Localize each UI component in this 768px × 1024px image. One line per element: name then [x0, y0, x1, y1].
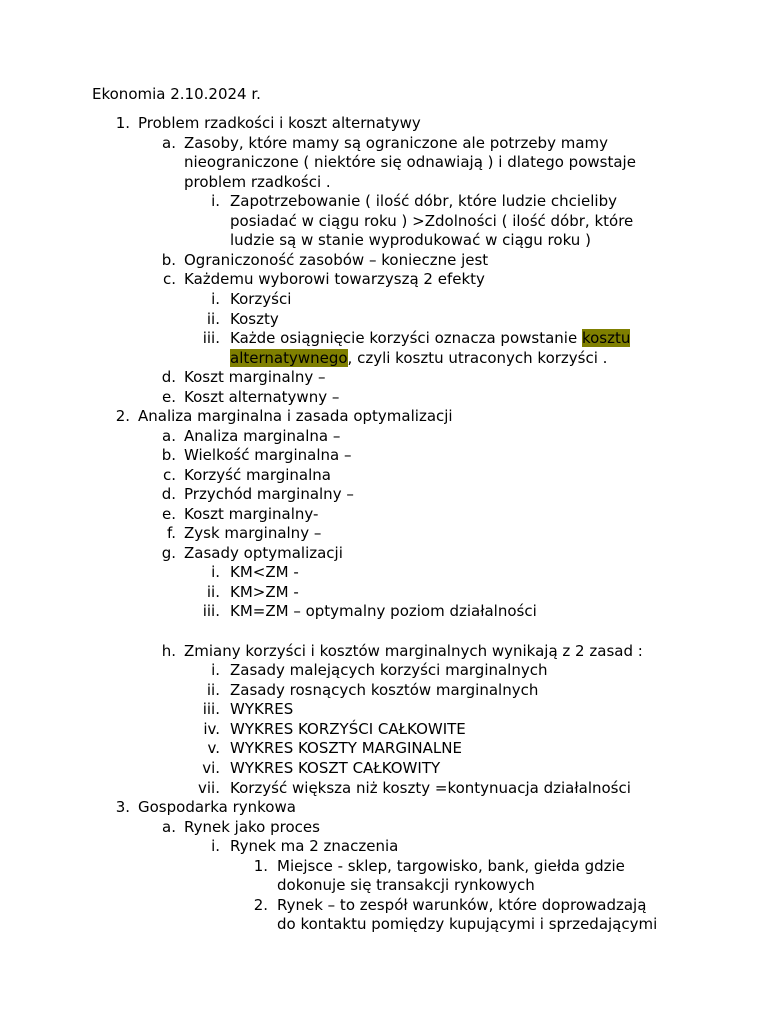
list-marker: i.: [211, 192, 220, 210]
list-marker: f.: [167, 524, 176, 542]
list-item-text: Rynek jako proces: [184, 818, 320, 836]
list-item-text: Zasady malejących korzyści marginalnych: [230, 661, 548, 679]
list-marker: c.: [162, 466, 176, 484]
list-item-text: Każdemu wyborowi towarzyszą 2 efekty: [184, 270, 485, 288]
list-marker: 3.: [115, 798, 130, 816]
list-marker: ii.: [206, 681, 220, 699]
list-item-text: Ograniczoność zasobów – konieczne jest: [184, 251, 489, 269]
list-marker: ii.: [206, 310, 220, 328]
list-item-text: Korzyści: [230, 290, 292, 308]
list-marker: c.: [162, 270, 176, 288]
list-marker: e.: [162, 388, 176, 406]
list-marker: iii.: [202, 329, 220, 347]
highlighted-text: alternatywnego: [230, 349, 348, 367]
list-marker: i.: [211, 563, 220, 581]
list-marker: iii.: [202, 602, 220, 620]
list-item-text: Przychód marginalny –: [184, 485, 354, 503]
list-item-text: [230, 349, 607, 368]
list-marker: d.: [161, 368, 176, 386]
list-item-text: Zasady rosnących kosztów marginalnych: [230, 681, 539, 699]
list-marker: ii.: [206, 583, 220, 601]
list-item-text: WYKRES: [230, 700, 294, 718]
list-item-text: Zasady optymalizacji: [184, 544, 343, 562]
list-marker: a.: [162, 427, 176, 445]
list-marker: e.: [162, 505, 176, 523]
list-marker: 1.: [115, 114, 130, 132]
list-item-text: Zasoby, które mamy są ograniczone ale potrzeby mamy: [184, 134, 609, 152]
list-marker: d.: [161, 485, 176, 503]
list-marker: b.: [161, 251, 176, 269]
list-item-text: Zapotrzebowanie ( ilość dóbr, które ludzie chcieliby: [230, 192, 617, 210]
list-item-text: ludzie są w stanie wyprodukować w ciągu roku ): [230, 231, 591, 249]
list-item-text: posiadać w ciągu roku ) >Zdolności ( ilość dóbr, które: [230, 212, 634, 230]
list-marker: b.: [161, 446, 176, 464]
list-marker: vii.: [198, 779, 220, 797]
list-item-text: Wielkość marginalna –: [184, 446, 352, 464]
list-item-text: Miejsce - sklep, targowisko, bank, giełda gdzie: [277, 857, 625, 875]
list-item-text: nieograniczone ( niektóre się odnawiają ) i dlatego powstaje: [184, 153, 636, 171]
list-marker: 1.: [253, 857, 268, 875]
list-item-text: do kontaktu pomiędzy kupującymi i sprzedającymi: [277, 915, 658, 933]
list-marker: 2.: [253, 896, 268, 914]
section-heading: Analiza marginalna i zasada optymalizacji: [138, 407, 453, 425]
list-marker: i.: [211, 837, 220, 855]
list-item-text: Rynek ma 2 znaczenia: [230, 837, 399, 855]
section-heading: Problem rzadkości i koszt alternatywy: [138, 114, 421, 132]
list-item-text: Koszt marginalny –: [184, 368, 326, 386]
document-title: Ekonomia 2.10.2024 r.: [92, 85, 261, 103]
list-marker: h.: [161, 642, 176, 660]
list-item-text: Zmiany korzyści i kosztów marginalnych wynikają z 2 zasad :: [184, 642, 643, 660]
list-marker: v.: [207, 739, 220, 757]
list-item-text: dokonuje się transakcji rynkowych: [277, 876, 535, 894]
list-item-text: KM=ZM – optymalny poziom działalności: [230, 602, 537, 620]
list-item-text: Rynek – to zespół warunków, które doprowadzają: [277, 896, 647, 914]
list-item-text: Zysk marginalny –: [184, 524, 322, 542]
text-run: Każde osiągnięcie korzyści oznacza powstanie: [230, 329, 582, 347]
list-item-text: Koszt marginalny-: [184, 505, 319, 523]
list-marker: i.: [211, 290, 220, 308]
list-marker: iv.: [203, 720, 220, 738]
list-item-text: Korzyść marginalna: [184, 466, 331, 484]
list-item-text: Koszty: [230, 310, 279, 328]
list-item-text: WYKRES KORZYŚCI CAŁKOWITE: [230, 720, 466, 738]
list-item-text: problem rzadkości .: [184, 173, 331, 191]
list-marker: iii.: [202, 700, 220, 718]
highlighted-text: kosztu: [581, 329, 631, 347]
list-marker: vi.: [202, 759, 220, 777]
list-marker: 2.: [115, 407, 130, 425]
list-item-text: [230, 329, 630, 348]
list-item-text: KM>ZM -: [230, 583, 299, 601]
list-item-text: Korzyść większa niż koszty =kontynuacja działalności: [230, 779, 631, 797]
list-marker: a.: [162, 134, 176, 152]
list-item-text: Koszt alternatywny –: [184, 388, 340, 406]
section-heading: Gospodarka rynkowa: [138, 798, 296, 816]
list-item-text: Analiza marginalna –: [184, 427, 341, 445]
list-item-text: WYKRES KOSZTY MARGINALNE: [230, 739, 462, 757]
list-item-text: WYKRES KOSZT CAŁKOWITY: [230, 759, 441, 777]
list-item-text: KM<ZM -: [230, 563, 299, 581]
list-marker: a.: [162, 818, 176, 836]
list-marker: g.: [161, 544, 176, 562]
list-marker: i.: [211, 661, 220, 679]
text-run: , czyli kosztu utraconych korzyści .: [347, 349, 608, 367]
